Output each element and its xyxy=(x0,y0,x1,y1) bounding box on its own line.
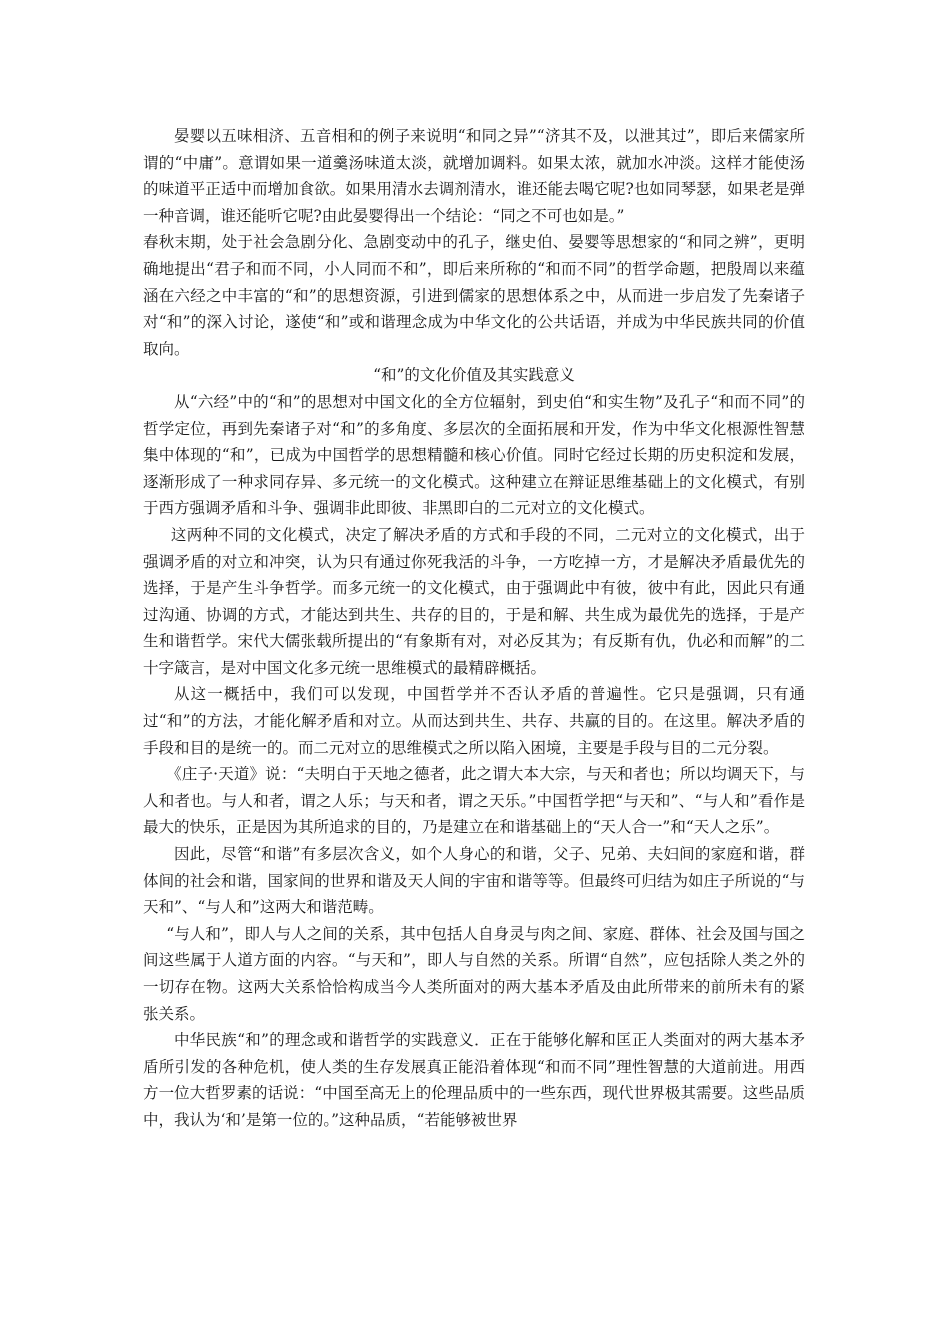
paragraph-yanying: 晏婴以五味相济、五音相和的例子来说明“和同之异”“济其不及，以泄其过”，即后来儒家所谓的“中庸”。意谓如果一道羹汤味道太淡，就增加调料。如果太浓，就加水冲淡。这样才能使汤的味道平正适中而增加食欲。如果用清水去调剂清水，谁还能去喝它呢?也如同琴瑟，如果老是弹一种音调，谁还能听它呢?由此晏婴得出一个结论：“同之不可也如是。” xyxy=(143,127,805,225)
paragraph-harmony-levels: 因此，尽管“和谐”有多层次含义，如个人身心的和谐，父子、兄弟、夫妇间的家庭和谐，群体间的社会和谐，国家间的世界和谐及天人间的宇宙和谐等等。但最终可归结为如庄子所说的“与天和”、“与人和”这两大和谐范畴。 xyxy=(143,845,805,917)
paragraph-zhuangzi: 《庄子·天道》说：“夫明白于天地之德者，此之谓大本大宗，与天和者也；所以均调天下，与人和者也。与人和者，谓之人乐；与天和者，谓之天乐。”中国哲学把“与天和”、“与人和”看作是最大的快乐，正是因为其所追求的目的，乃是建立在和谐基础上的“天人合一”和“天人之乐”。 xyxy=(143,765,805,837)
paragraph-yu-ren-he: “与人和”，即人与人之间的关系，其中包括人自身灵与肉之间、家庭、群体、社会及国与国之间这些属于人道方面的内容。“与天和”，即人与自然的关系。所谓“自然”，应包括除人类之外的一切存在物。这两大关系恰恰构成当今人类所面对的两大基本矛盾及由此所带来的前所未有的紧张关系。 xyxy=(143,924,805,1023)
document-body xyxy=(143,123,805,1134)
section-title: “和”的文化价值及其实践意义 xyxy=(373,366,575,385)
paragraph-two-models: 这两种不同的文化模式，决定了解决矛盾的方式和手段的不同，二元对立的文化模式，出于强调矛盾的对立和冲突，认为只有通过你死我活的斗争，一方吃掉一方，才是解决矛盾最优先的选择，于是产生斗争哲学。而多元统一的文化模式，由于强调此中有彼，彼中有此，因此只有通过沟通、协调的方式，才能达到共生、共存的目的，于是和解、共生成为最优先的选择，于是产生和谐哲学。宋代大儒张载所提出的“有象斯有对，对必反其为；有反斯有仇，仇必和而解”的二十字箴言，是对中国文化多元统一思维模式的最精辟概括。 xyxy=(143,525,805,677)
paragraph-liujing: 从“六经”中的“和”的思想对中国文化的全方位辐射，到史伯“和实生物”及孔子“和而不同”的哲学定位，再到先秦诸子对“和”的多角度、多层次的全面拓展和开发，作为中华文化根源性智慧集中体现的“和”，已成为中国哲学的思想精髓和核心价值。同时它经过长期的历史积淀和发展，逐渐形成了一种求同存异、多元统一的文化模式。这种建立在辩证思维基础上的文化模式，有别于西方强调矛盾和斗争、强调非此即彼、非黑即白的二元对立的文化模式。 xyxy=(143,392,805,518)
paragraph-confucius: 春秋末期，处于社会急剧分化、急剧变动中的孔子，继史伯、晏婴等思想家的“和同之辨”，更明确地提出“君子和而不同，小人同而不和”，即后来所称的“和而不同”的哲学命题，把殷周以来蕴涵在六经之中丰富的“和”的思想资源，引进到儒家的思想体系之中，从而进一步启发了先秦诸子对“和”的深入讨论，遂使“和”或和谐理念成为中华文化的公共话语，并成为中华民族共同的价值取向。 xyxy=(143,233,805,358)
paragraph-summary: 从这一概括中，我们可以发现，中国哲学并不否认矛盾的普遍性。它只是强调，只有通过“和”的方法，才能化解矛盾和对立。从而达到共生、共存、共赢的目的。在这里。解决矛盾的手段和目的是统一的。而二元对立的思维模式之所以陷入困境，主要是手段与目的二元分裂。 xyxy=(143,685,805,757)
paragraph-practical-meaning: 中华民族“和”的理念或和谐哲学的实践意义．正在于能够化解和匡正人类面对的两大基本矛盾所引发的各种危机，使人类的生存发展真正能沿着体现“和而不同”理性智慧的大道前进。用西方一位大哲罗素的话说：“中国至高无上的伦理品质中的一些东西，现代世界极其需要。这些品质中，我认为‘和’是第一位的。”这种品质，“若能够被世界 xyxy=(143,1031,805,1129)
